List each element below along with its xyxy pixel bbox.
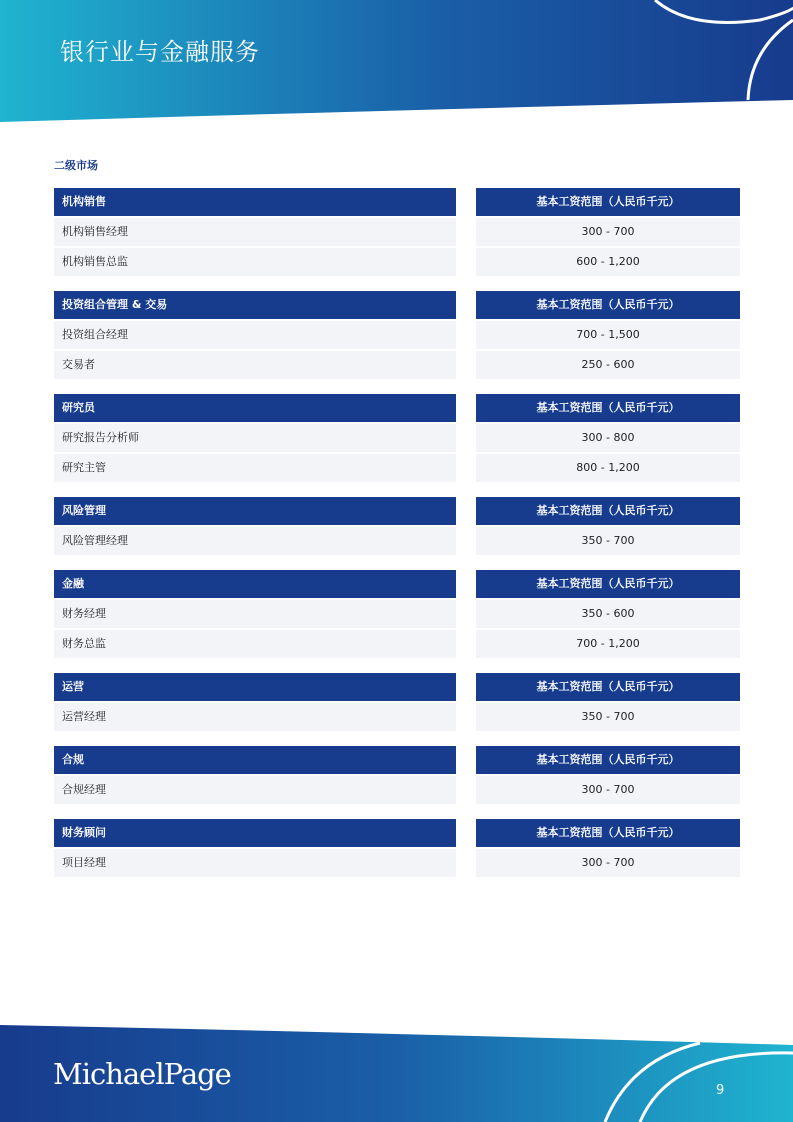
role-name: 交易者 bbox=[54, 351, 456, 379]
salary-range: 300 - 700 bbox=[476, 776, 740, 804]
table-row bbox=[54, 598, 740, 628]
table-category-title: 合规 bbox=[54, 746, 456, 774]
salary-range: 350 - 700 bbox=[476, 703, 740, 731]
role-name: 研究报告分析师 bbox=[54, 424, 456, 452]
table-header-row bbox=[54, 673, 740, 701]
salary-range-header: 基本工资范围（人民币千元） bbox=[476, 819, 740, 847]
table-header-row bbox=[54, 291, 740, 319]
role-name: 机构销售经理 bbox=[54, 218, 456, 246]
table-row bbox=[54, 319, 740, 349]
table-header-row bbox=[54, 746, 740, 774]
table-category-title: 研究员 bbox=[54, 394, 456, 422]
salary-table bbox=[54, 394, 740, 482]
table-row bbox=[54, 349, 740, 379]
salary-range: 300 - 800 bbox=[476, 424, 740, 452]
role-name: 财务经理 bbox=[54, 600, 456, 628]
salary-range-header: 基本工资范围（人民币千元） bbox=[476, 497, 740, 525]
role-name: 风险管理经理 bbox=[54, 527, 456, 555]
salary-range: 700 - 1,200 bbox=[476, 630, 740, 658]
salary-range: 700 - 1,500 bbox=[476, 321, 740, 349]
table-category-title: 机构销售 bbox=[54, 188, 456, 216]
salary-range-header: 基本工资范围（人民币千元） bbox=[476, 291, 740, 319]
salary-table bbox=[54, 819, 740, 877]
salary-range: 350 - 700 bbox=[476, 527, 740, 555]
role-name: 财务总监 bbox=[54, 630, 456, 658]
section-label: 二级市场 bbox=[54, 159, 98, 172]
role-name: 投资组合经理 bbox=[54, 321, 456, 349]
table-header-row bbox=[54, 819, 740, 847]
table-category-title: 运营 bbox=[54, 673, 456, 701]
salary-tables bbox=[54, 188, 740, 892]
role-name: 运营经理 bbox=[54, 703, 456, 731]
salary-range-header: 基本工资范围（人民币千元） bbox=[476, 394, 740, 422]
table-row bbox=[54, 525, 740, 555]
table-row bbox=[54, 774, 740, 804]
salary-range-header: 基本工资范围（人民币千元） bbox=[476, 673, 740, 701]
salary-range: 300 - 700 bbox=[476, 849, 740, 877]
salary-range: 250 - 600 bbox=[476, 351, 740, 379]
salary-range-header: 基本工资范围（人民币千元） bbox=[476, 188, 740, 216]
table-row bbox=[54, 847, 740, 877]
table-row bbox=[54, 701, 740, 731]
table-category-title: 财务顾问 bbox=[54, 819, 456, 847]
role-name: 机构销售总监 bbox=[54, 248, 456, 276]
table-header-row bbox=[54, 188, 740, 216]
michaelpage-logo: MichaelPage bbox=[53, 1057, 231, 1091]
salary-range: 350 - 600 bbox=[476, 600, 740, 628]
salary-table bbox=[54, 497, 740, 555]
salary-range: 600 - 1,200 bbox=[476, 248, 740, 276]
table-category-title: 风险管理 bbox=[54, 497, 456, 525]
salary-table bbox=[54, 570, 740, 658]
table-header-row bbox=[54, 497, 740, 525]
page-title: 银行业与金融服务 bbox=[60, 38, 260, 66]
table-category-title: 投资组合管理 & 交易 bbox=[54, 291, 456, 319]
table-header-row bbox=[54, 394, 740, 422]
salary-range: 800 - 1,200 bbox=[476, 454, 740, 482]
role-name: 研究主管 bbox=[54, 454, 456, 482]
salary-table bbox=[54, 291, 740, 379]
salary-table bbox=[54, 188, 740, 276]
salary-range-header: 基本工资范围（人民币千元） bbox=[476, 570, 740, 598]
table-row bbox=[54, 246, 740, 276]
table-row bbox=[54, 628, 740, 658]
page-header bbox=[0, 0, 793, 125]
table-row bbox=[54, 216, 740, 246]
page-number: 9 bbox=[716, 1083, 725, 1098]
salary-range: 300 - 700 bbox=[476, 218, 740, 246]
table-row bbox=[54, 422, 740, 452]
table-header-row bbox=[54, 570, 740, 598]
role-name: 项目经理 bbox=[54, 849, 456, 877]
table-category-title: 金融 bbox=[54, 570, 456, 598]
salary-table bbox=[54, 673, 740, 731]
table-row bbox=[54, 452, 740, 482]
salary-range-header: 基本工资范围（人民币千元） bbox=[476, 746, 740, 774]
role-name: 合规经理 bbox=[54, 776, 456, 804]
salary-table bbox=[54, 746, 740, 804]
